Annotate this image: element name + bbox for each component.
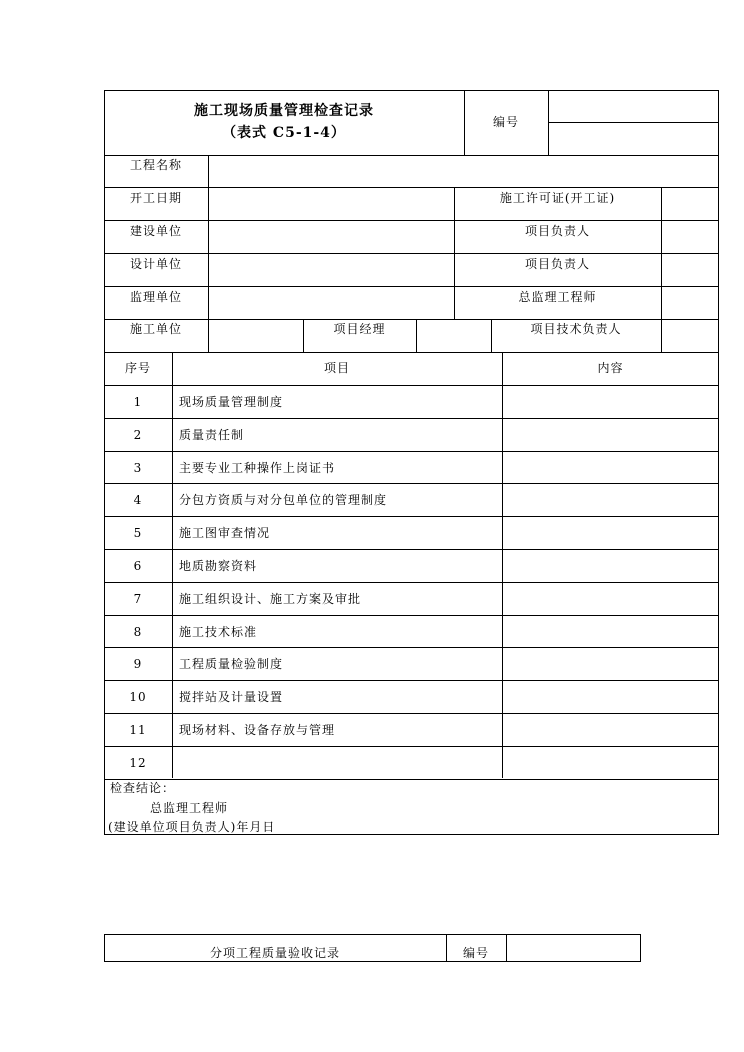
row-number: 6 bbox=[133, 559, 143, 573]
row-item: 施工技术标准 bbox=[179, 625, 258, 639]
row-item: 施工图审查情况 bbox=[179, 526, 271, 540]
designer-label: 设计单位 bbox=[130, 257, 183, 271]
row-line bbox=[104, 779, 719, 780]
row-number: 4 bbox=[133, 493, 143, 507]
permit-label: 施工许可证(开工证) bbox=[499, 191, 616, 205]
designer-person-field[interactable] bbox=[662, 254, 718, 285]
row-content-field[interactable] bbox=[503, 714, 718, 745]
contractor-label: 施工单位 bbox=[130, 322, 183, 336]
form2-code-field[interactable] bbox=[507, 935, 640, 961]
row-number: 9 bbox=[133, 657, 143, 671]
row-number: 10 bbox=[129, 690, 147, 704]
supervisor-label: 监理单位 bbox=[130, 290, 183, 304]
col-item-header: 项目 bbox=[323, 361, 350, 375]
form-subtitle: （表式 C5-1-4） bbox=[222, 125, 346, 141]
row-content-field[interactable] bbox=[503, 386, 718, 417]
row-line bbox=[104, 319, 719, 320]
start-date-label: 开工日期 bbox=[130, 191, 183, 205]
project-name-field[interactable] bbox=[209, 156, 718, 186]
row-content-field[interactable] bbox=[503, 452, 718, 483]
supervisor-field[interactable] bbox=[209, 287, 453, 318]
sign-note: (建设单位项目负责人)年月日 bbox=[108, 820, 276, 834]
row-number: 11 bbox=[129, 723, 147, 737]
row-item: 分包方资质与对分包单位的管理制度 bbox=[179, 493, 388, 507]
tech-lead-field[interactable] bbox=[662, 320, 718, 351]
tech-lead-label: 项目技术负责人 bbox=[530, 322, 622, 336]
row-item: 施工组织设计、施工方案及审批 bbox=[179, 592, 362, 606]
form-title: 施工现场质量管理检查记录 bbox=[194, 103, 374, 119]
row-line bbox=[104, 352, 719, 353]
row-item: 现场材料、设备存放与管理 bbox=[179, 723, 336, 737]
col-content-header: 内容 bbox=[597, 361, 624, 375]
builder-label: 建设单位 bbox=[130, 224, 183, 238]
row-content-field[interactable] bbox=[503, 747, 718, 778]
divider bbox=[548, 122, 719, 123]
pm-label: 项目经理 bbox=[333, 322, 386, 336]
row-item: 搅拌站及计量设置 bbox=[179, 690, 284, 704]
row-number: 7 bbox=[133, 592, 143, 606]
row-item: 地质勘察资料 bbox=[179, 559, 258, 573]
row-content-field[interactable] bbox=[503, 517, 718, 548]
builder-person-label: 项目负责人 bbox=[524, 224, 590, 238]
designer-field[interactable] bbox=[209, 254, 453, 285]
row-number: 8 bbox=[133, 625, 143, 639]
code-field[interactable] bbox=[549, 91, 718, 122]
code-label: 编号 bbox=[492, 115, 519, 129]
chief-supervisor-label: 总监理工程师 bbox=[518, 290, 597, 304]
row-number: 2 bbox=[133, 428, 143, 442]
row-number: 12 bbox=[129, 756, 147, 770]
row-content-field[interactable] bbox=[503, 583, 718, 614]
form2-title: 分项工程质量验收记录 bbox=[209, 946, 340, 960]
row-item: 现场质量管理制度 bbox=[179, 395, 284, 409]
row-content-field[interactable] bbox=[503, 681, 718, 712]
row-content-field[interactable] bbox=[503, 484, 718, 515]
row-content-field[interactable] bbox=[503, 616, 718, 647]
builder-person-field[interactable] bbox=[662, 221, 718, 252]
builder-field[interactable] bbox=[209, 221, 453, 252]
row-content-field[interactable] bbox=[503, 648, 718, 679]
row-content-field[interactable] bbox=[503, 550, 718, 581]
start-date-field[interactable] bbox=[209, 188, 453, 219]
divider bbox=[172, 352, 173, 778]
row-number: 1 bbox=[133, 395, 143, 409]
col-no-header: 序号 bbox=[124, 361, 151, 375]
row-number: 3 bbox=[133, 461, 143, 475]
contractor-field[interactable] bbox=[209, 320, 302, 351]
permit-field[interactable] bbox=[662, 188, 718, 219]
row-number: 5 bbox=[133, 526, 143, 540]
row-content-field[interactable] bbox=[503, 419, 718, 450]
form2-code-label: 编号 bbox=[462, 946, 489, 960]
sign-role: 总监理工程师 bbox=[150, 801, 229, 815]
chief-supervisor-field[interactable] bbox=[662, 287, 718, 318]
row-item: 质量责任制 bbox=[179, 428, 245, 442]
row-item: 主要专业工种操作上岗证书 bbox=[179, 461, 336, 475]
project-name-label: 工程名称 bbox=[130, 158, 183, 172]
conclusion-label: 检查结论： bbox=[110, 781, 176, 795]
row-item: 工程质量检验制度 bbox=[179, 657, 284, 671]
designer-person-label: 项目负责人 bbox=[524, 257, 590, 271]
pm-field[interactable] bbox=[417, 320, 490, 351]
